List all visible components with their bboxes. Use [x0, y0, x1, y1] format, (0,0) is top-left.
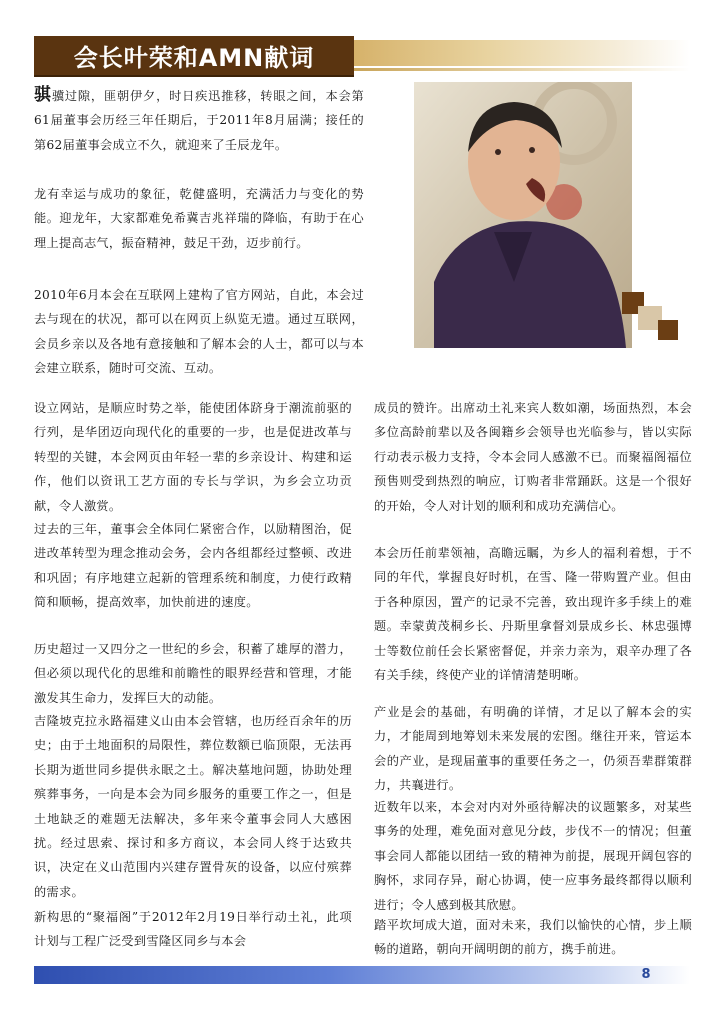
intro-text: 骥过隙，匪朝伊夕，时日疾迅推移，转眼之间，本会第61届董事会历经三年任期后，于2011年8月届满；接任的第62届董事会成立不久，就迎来了壬辰龙年。	[34, 89, 364, 152]
portrait-photo-icon	[414, 82, 632, 348]
page-title: 会长叶荣和AMN献词	[73, 44, 315, 72]
title-banner	[34, 36, 354, 77]
paragraph-dragon-year: 龙有幸运与成功的象征，乾健盛明，充满活力与变化的势能。迎龙年，大家都难免希冀吉兆祥瑞的降临，有助于在心理上提高志气，振奋精神，鼓足干劲，迈步前行。	[34, 187, 364, 250]
portrait-photo	[414, 82, 632, 348]
paragraph-cemetery: 吉隆坡克拉永路福建义山由本会管辖，也历经百余年的历史；由于土地面积的局限性，葬位数额已临顶限，无法再长期为逝世同乡提供永眠之土。解决墓地问题，协助处理殡葬事务，一向是本会为同乡服务的重要工作之一，但是土地缺乏的难题无法解决，多年来令董事会同人大感困扰。经过思索、探讨和多方商议，本会同人终于达致共识，决定在义山范围内兴建存置骨灰的设备，以应付殡葬的需求。	[34, 714, 352, 899]
footer-bar	[34, 966, 690, 984]
paragraph-closing: 踏平坎坷成大道，面对未来，我们以愉快的心情，步上顺畅的道路，朝向开阔明朗的前方，携手前进。	[374, 918, 692, 957]
intro-paragraph	[34, 83, 364, 157]
decorative-squares-icon	[622, 292, 678, 342]
title-rule-thin	[354, 68, 690, 71]
paragraph-website: 2010年6月本会在互联网上建构了官方网站，自此，本会过去与现在的状况，都可以在网页上纵览无遗。通过互联网，会员乡亲以及各地有意接触和了解本会的人士，都可以与本会建立联系，随时可交流、互动。	[34, 288, 364, 376]
title-rule	[354, 40, 690, 66]
paragraph-support: 成员的赞许。出席动土礼来宾人数如潮，场面热烈，本会多位高龄前辈以及各闽籍乡会领导也光临参与，皆以实际行动表示极力支持，令本会同人感激不已。而聚福阁福位预售则受到热烈的响应，订购者非常踊跃。这是一个很好的开始，令人对计划的顺利和成功充满信心。	[374, 401, 692, 513]
drop-cap: 骐	[34, 85, 52, 105]
paragraph-unity: 近数年以来，本会对内对外亟待解决的议题繁多，对某些事务的处理，难免面对意见分歧，步伐不一的情况；但董事会同人都能以团结一致的精神为前提，展现开阔包容的胸怀，求同存异，耐心协调，使一应事务最终都得以顺利进行；令人感到极其欣慰。	[374, 800, 692, 912]
paragraph-reform: 过去的三年，董事会全体同仁紧密合作，以励精图治，促进改革转型为理念推动会务，会内各组都经过整顿、改进和巩固；有序地建立起新的管理系统和制度，力使行政精简和顺畅，提高效率，加快前进的速度。	[34, 522, 352, 610]
paragraph-foundation: 产业是会的基础，有明确的详情，才足以了解本会的实力，才能周到地筹划未来发展的宏图。继往开来，管运本会的产业，是现届董事的重要任务之一，仍须吾辈群策群力，共襄进行。	[374, 705, 692, 793]
page-number: 8	[641, 967, 651, 982]
paragraph-modernization: 设立网站，是顺应时势之举，能使团体跻身于潮流前驱的行列，是华团迈向现代化的重要的一步，也是促进改革与转型的关键，本会网页由年轻一辈的乡亲设计、构建和运作，他们以资讯工艺方面的专长与学识，为乡会立功贡献，令人激赏。	[34, 401, 352, 513]
paragraph-groundbreaking: 新构思的“聚福阁”于2012年2月19日举行动土礼，此项计划与工程广泛受到雪隆区同乡与本会	[34, 910, 352, 949]
paragraph-history: 历史超过一又四分之一世纪的乡会，积蓄了雄厚的潜力，但必须以现代化的思维和前瞻性的眼界经营和管理，才能激发其生命力，发挥巨大的动能。	[34, 642, 352, 705]
paragraph-property: 本会历任前辈领袖，高瞻远瞩，为乡人的福利着想，于不同的年代，掌握良好时机，在雪、隆一带购置产业。但由于各种原因，置产的记录不完善，致出现许多手续上的难题。幸蒙黄茂桐乡长、丹斯里拿督刘景成乡长、林忠强博士等数位前任会长紧密督促，并亲力亲为，艰辛办理了各有关手续，终使产业的详情清楚明晰。	[374, 546, 692, 683]
